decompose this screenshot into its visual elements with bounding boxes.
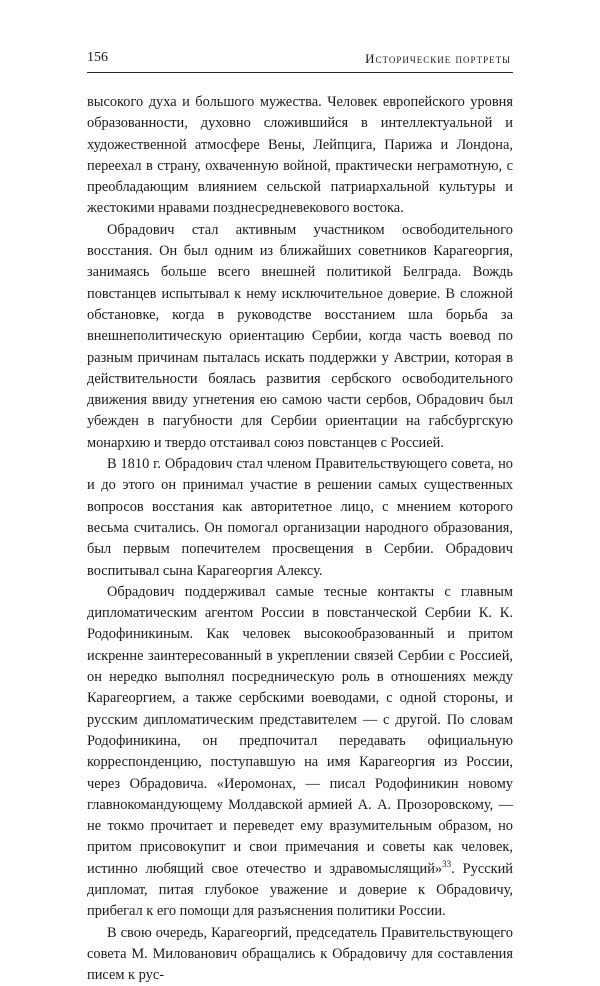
- page-number: 156: [87, 50, 108, 65]
- footnote-reference-33[interactable]: 33: [442, 858, 452, 869]
- paragraph-4: [87, 582, 513, 923]
- paragraph-4-text-after: . Русский дипломат, питая глубокое уважение и доверие к Обрадовичу, прибегал к его помощи для разъяснения политики России.: [87, 860, 513, 920]
- paragraph-4-text: Обрадович поддерживал самые тесные контакты с главным дипломатическим агентом России в повстанческой Сербии К. К. Родофиникиным. Как человек высокообразованный и притом искренне заинтересованный в укреплении связей Сербии с Россией, он нередко выполнял посредническую роль в отношениях между Карагеоргием, а также сербскими воеводами, с одной стороны, и русским дипломатическим представителем — с другой. По словам Родофиникина, он предпочитал передавать официальную корреспонденцию, поступавшую на имя Карагеоргия из России, через Обрадовича. «Иеромонах, — писал Родофиникин новому главнокомандующему Молдавской армией А. А. Прозоровскому, — не токмо прочитает и переведет ему вразумительным образом, но притом присовокупит и свои примечания и советы как человек, истинно любящий свое отечество и здравомыслящий»: [87, 583, 513, 877]
- page-header: [87, 48, 513, 73]
- body-text: [87, 92, 513, 986]
- paragraph-1: высокого духа и большого мужества. Человек европейского уровня образованности, духовно сложившийся в интеллектуальной и художественной атмосфере Вены, Лейпцига, Парижа и Лондона, переехал в страну, охваченную войной, практически неграмотную, с преобладающим влиянием сельской патриархальной культуры и жестокими нравами позднесредневекового востока.: [87, 94, 513, 217]
- paragraph-2: Обрадович стал активным участником освободительного восстания. Он был одним из ближайших советников Карагеоргия, занимаясь больше всего внешней политикой Белграда. Вождь повстанцев испытывал к нему исключительное доверие. В сложной обстановке, когда в руководстве восстанием шла борьба за внешнеполитическую ориентацию Сербии, когда часть воевод по разным причинам пыталась искать поддержки у Австрии, которая в действительности боялась развития сербского освободительного движения ввиду угнетения ею самою части сербов, Обрадович был убежден в пагубности для Сербии ориентации на габсбургскую монархию и твердо отстаивал союз повстанцев с Россией.: [87, 221, 513, 451]
- paragraph-5: В свою очередь, Карагеоргий, председатель Правительствующего совета М. Милованович обращались к Обрадовичу для составления писем к рус-: [87, 924, 513, 984]
- running-title: Исторические портреты: [365, 51, 511, 66]
- paragraph-3: В 1810 г. Обрадович стал членом Правительствующего совета, но и до этого он принимал участие в решении самых существенных вопросов восстания как авторитетное лицо, с мнением которого весьма считались. Он помогал организации народного образования, был первым попечителем просвещения в Сербии. Обрадович воспитывал сына Карагеоргия Алексу.: [87, 456, 513, 579]
